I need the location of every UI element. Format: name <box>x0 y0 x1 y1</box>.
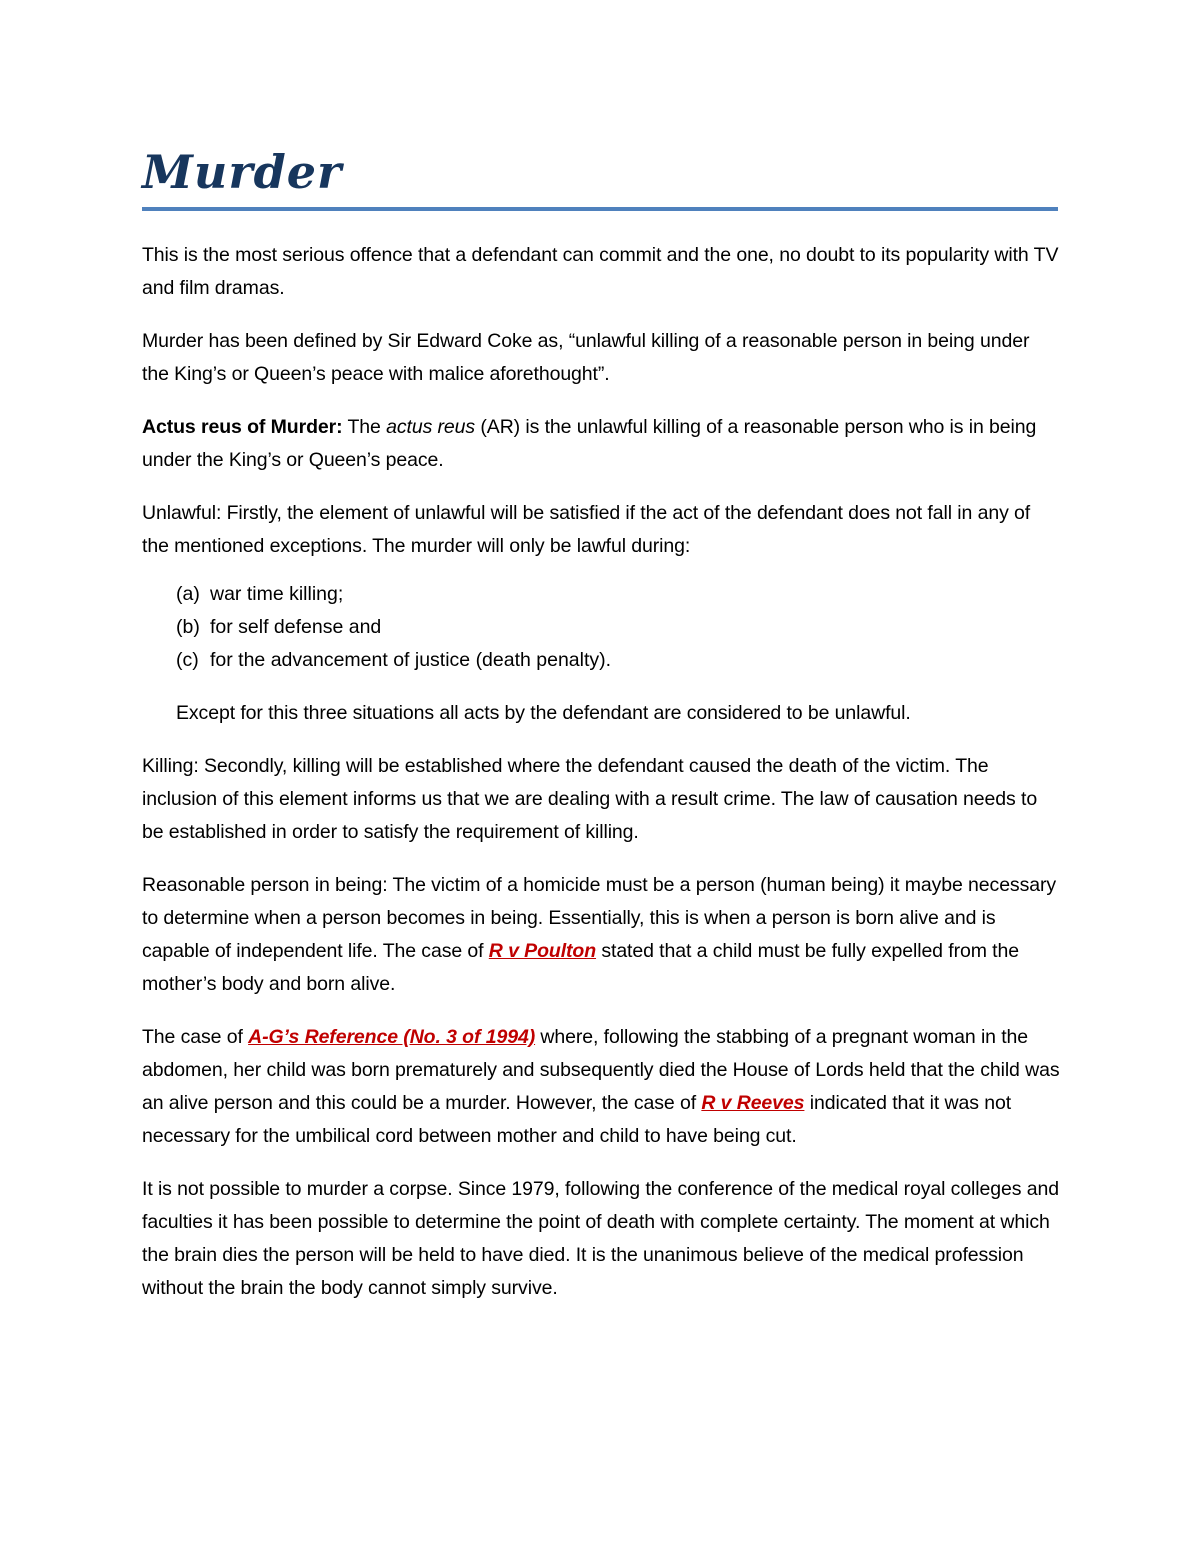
paragraph-coke-definition: Murder has been defined by Sir Edward Coke as, “unlawful killing of a reasonable person in being under the King’s or Queen’s peace with malice aforethought”. <box>142 330 1030 385</box>
exceptions-list <box>142 578 1060 677</box>
paragraph-intro: This is the most serious offence that a defendant can commit and the one, no doubt to its popularity with TV and film dramas. <box>142 244 1059 299</box>
paragraph-reasonable-person <box>142 869 1060 1001</box>
paragraph-unlawful: Unlawful: Firstly, the element of unlawful will be satisfied if the act of the defendant does not fall in any of the mentioned exceptions. The murder will only be lawful during: <box>142 502 1031 557</box>
actus-reus-label: Actus reus of Murder: <box>142 416 343 438</box>
paragraph-killing: Killing: Secondly, killing will be established where the defendant caused the death of the victim. The inclusion of this element informs us that we are dealing with a result crime. The law of causation needs to be established in order to satisfy the requirement of killing. <box>142 755 1038 843</box>
case-link-ag-reference[interactable]: A-G’s Reference (No. 3 of 1994) <box>248 1026 536 1048</box>
reasonable-person-post: stated that a child must be fully expelled from the mother’s body and born alive. <box>142 940 1019 995</box>
actus-reus-post: (AR) is the unlawful killing of a reasonable person who is in being under the King’s or Queen’s peace. <box>142 416 1037 471</box>
case-link-r-v-reeves[interactable]: R v Reeves <box>701 1092 805 1114</box>
case-link-r-v-poulton[interactable]: R v Poulton <box>488 940 597 962</box>
list-marker: (a) <box>176 583 200 605</box>
list-marker: (c) <box>176 649 199 671</box>
list-item-text: for the advancement of justice (death penalty). <box>210 649 612 671</box>
list-item <box>142 644 1060 677</box>
paragraph-except: Except for this three situations all acts by the defendant are considered to be unlawful. <box>176 702 911 724</box>
paragraph-ag-reference <box>142 1021 1060 1153</box>
ag-reference-post: indicated that it was not necessary for the umbilical cord between mother and child to have being cut. <box>142 1092 1012 1147</box>
list-item <box>142 578 1060 611</box>
ag-reference-mid: where, following the stabbing of a pregnant woman in the abdomen, her child was born prematurely and subsequently died the House of Lords held that the child was an alive person and this could be a murder. However, the case of <box>142 1026 1060 1114</box>
reasonable-person-pre: Reasonable person in being: The victim of a homicide must be a person (human being) it maybe necessary to determine when a person becomes in being. Essentially, this is when a person is born alive and is capable of independent life. The case of <box>142 874 1057 962</box>
ag-reference-pre: The case of <box>142 1026 249 1048</box>
list-item <box>142 611 1060 644</box>
page-title: Murder <box>142 145 343 199</box>
actus-reus-term: actus reus <box>386 416 476 438</box>
document-body <box>142 140 1060 1305</box>
list-marker: (b) <box>176 616 200 638</box>
list-item-text: for self defense and <box>210 616 382 638</box>
list-item-text: war time killing; <box>210 583 344 605</box>
paragraph-actus-reus <box>142 411 1060 477</box>
actus-reus-pre: The <box>342 416 387 438</box>
title-underline-rule <box>142 207 1058 211</box>
paragraph-corpse: It is not possible to murder a corpse. Since 1979, following the conference of the medical royal colleges and faculties it has been possible to determine the point of death with complete certainty. The moment at which the brain dies the person will be held to have died. It is the unanimous believe of the medical profession without the brain the body cannot simply survive. <box>142 1178 1059 1299</box>
